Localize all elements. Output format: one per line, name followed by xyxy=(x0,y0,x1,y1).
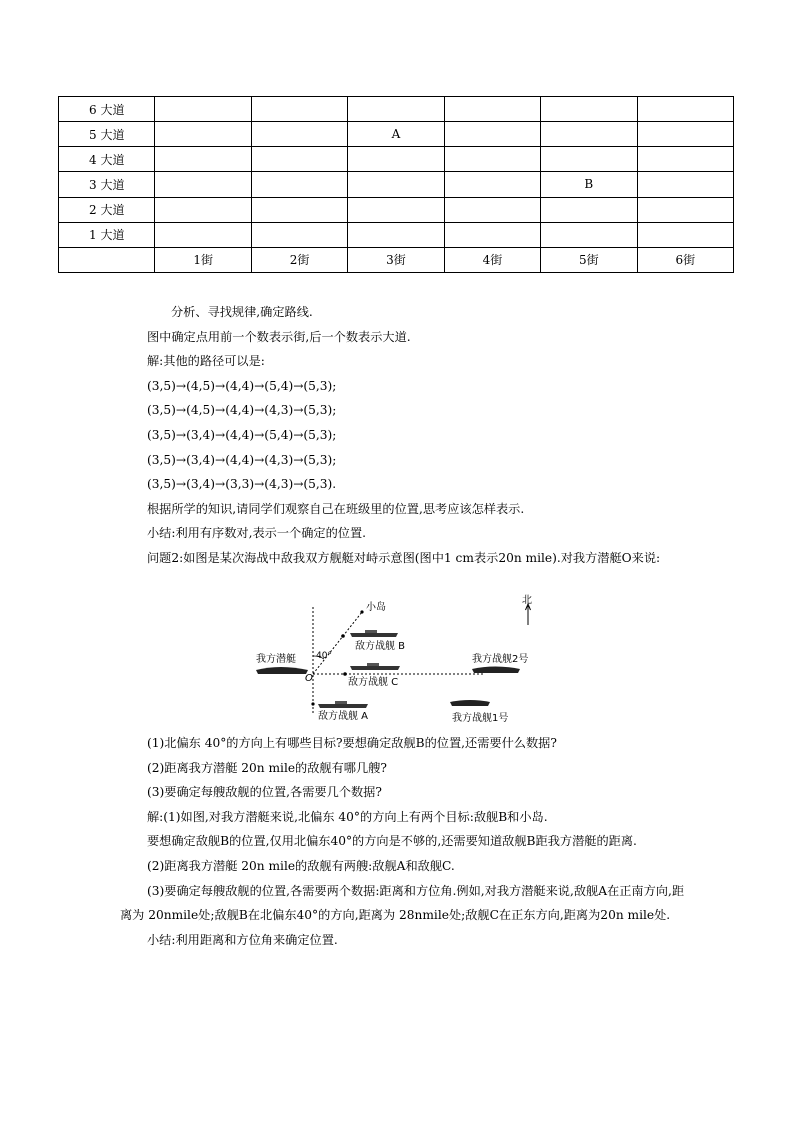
our-sub xyxy=(256,667,308,674)
column-header: 3街 xyxy=(348,247,444,272)
our-ship-2-label: 我方战舰2号 xyxy=(472,654,529,665)
table-cell xyxy=(251,172,347,197)
island-label: 小岛 xyxy=(366,602,386,613)
enemy-b-ship xyxy=(350,633,398,637)
answer-2: (2)距离我方潜艇 20n mile的敌舰有两艘:敌舰A和敌舰C. xyxy=(147,858,455,873)
sub-label: 我方潜艇 xyxy=(256,654,296,665)
table-row xyxy=(59,172,734,197)
enemy-a-ship-top xyxy=(335,701,347,704)
table-cell: A xyxy=(348,122,444,147)
table-cell xyxy=(348,147,444,172)
table-row xyxy=(59,97,734,122)
column-header: 2街 xyxy=(251,247,347,272)
corner-cell xyxy=(59,247,155,272)
table-cell xyxy=(348,172,444,197)
rule-line: 图中确定点用前一个数表示街,后一个数表示大道. xyxy=(147,329,411,344)
naval-diagram xyxy=(250,592,550,727)
answer-1b: 要想确定敌舰B的位置,仅用北偏东40°的方向是不够的,还需要知道敌舰B距我方潜艇的距离. xyxy=(147,834,637,849)
table-cell xyxy=(541,222,637,247)
table-cell xyxy=(155,172,251,197)
table-cell xyxy=(444,147,540,172)
row-label: 2 大道 xyxy=(59,197,155,222)
summary-1: 小结:利用有序数对,表示一个确定的位置. xyxy=(147,526,367,541)
our-ship-2 xyxy=(472,667,520,674)
table-cell xyxy=(251,122,347,147)
path-4: (3,5)→(3,4)→(4,4)→(4,3)→(5,3); xyxy=(147,452,337,467)
column-header-row xyxy=(59,247,734,272)
table-cell xyxy=(541,147,637,172)
table-cell: B xyxy=(541,172,637,197)
enemy-a-ship xyxy=(318,704,368,708)
question-1: (1)北偏东 40°的方向上有哪些目标?要想确定敌舰B的位置,还需要什么数据? xyxy=(147,736,557,750)
table-cell xyxy=(251,147,347,172)
problem-2: 问题2:如图是某次海战中敌我双方舰艇对峙示意图(图中1 cm表示20n mile).对我方潜艇O来说: xyxy=(147,550,661,565)
path-3: (3,5)→(3,4)→(4,4)→(5,4)→(5,3); xyxy=(147,427,337,442)
table-cell xyxy=(155,197,251,222)
path-5: (3,5)→(3,4)→(3,3)→(4,3)→(5,3). xyxy=(147,477,337,492)
table-cell xyxy=(541,122,637,147)
origin-label: O xyxy=(305,673,313,684)
table-cell xyxy=(637,222,733,247)
path-1: (3,5)→(4,5)→(4,4)→(5,4)→(5,3); xyxy=(147,378,337,393)
row-label: 6 大道 xyxy=(59,97,155,122)
table-row xyxy=(59,147,734,172)
table-row xyxy=(59,222,734,247)
table-cell xyxy=(251,197,347,222)
table-cell xyxy=(637,122,733,147)
question-2: (2)距离我方潜艇 20n mile的敌舰有哪几艘? xyxy=(147,760,387,775)
enemy-c-label: 敌方战舰 C xyxy=(348,677,399,688)
question-3: (3)要确定每艘敌舰的位置,各需要几个数据? xyxy=(147,785,382,800)
north-label: 北 xyxy=(522,595,532,606)
table-row xyxy=(59,122,734,147)
coordinate-table xyxy=(58,96,734,273)
table-cell xyxy=(348,97,444,122)
questions-text xyxy=(120,731,687,952)
table-cell xyxy=(444,172,540,197)
table-cell xyxy=(637,147,733,172)
table-cell xyxy=(155,222,251,247)
table-cell xyxy=(348,222,444,247)
table-cell xyxy=(541,97,637,122)
table-cell xyxy=(251,97,347,122)
enemy-c-ship-top xyxy=(367,663,379,666)
answer-3: (3)要确定每艘敌舰的位置,各需要两个数据:距离和方位角.例如,对我方潜艇来说,敌舰A在正南方向,距离为 20nmile处;敌舰B在北偏东40°的方向,距离为 28nmile处;敌舰C在正东方向,距离为20n mile处. xyxy=(120,883,685,923)
summary-2: 小结:利用距离和方位角来确定位置. xyxy=(147,932,338,947)
column-header: 5街 xyxy=(541,247,637,272)
classroom-question: 根据所学的知识,请同学们观察自己在班级里的位置,思考应该怎样表示. xyxy=(147,501,525,516)
enemy-b-point xyxy=(341,634,345,638)
enemy-a-label: 敌方战舰 A xyxy=(318,711,369,722)
enemy-b-label: 敌方战舰 B xyxy=(355,641,406,652)
table-cell xyxy=(444,97,540,122)
table-cell xyxy=(155,147,251,172)
table-cell xyxy=(444,222,540,247)
table-cell xyxy=(251,222,347,247)
table-cell xyxy=(155,122,251,147)
our-ship-1-label: 我方战舰1号 xyxy=(452,713,509,724)
enemy-c-point xyxy=(343,672,347,676)
table-cell xyxy=(541,197,637,222)
enemy-a-point xyxy=(311,702,314,705)
column-header: 1街 xyxy=(155,247,251,272)
table-row xyxy=(59,197,734,222)
angle-label: 40° xyxy=(316,651,332,661)
table-cell xyxy=(155,97,251,122)
table-cell xyxy=(444,197,540,222)
solution-intro: 解:其他的路径可以是: xyxy=(147,354,265,369)
answer-1: 解:(1)如图,对我方潜艇来说,北偏东 40°的方向上有两个目标:敌舰B和小岛. xyxy=(147,809,548,824)
island-point xyxy=(360,610,363,613)
column-header: 4街 xyxy=(444,247,540,272)
enemy-b-ship-top xyxy=(365,630,377,633)
column-header: 6街 xyxy=(637,247,733,272)
table-cell xyxy=(637,197,733,222)
row-label: 1 大道 xyxy=(59,222,155,247)
enemy-c-ship xyxy=(350,666,400,670)
row-label: 3 大道 xyxy=(59,172,155,197)
row-label: 5 大道 xyxy=(59,122,155,147)
table-cell xyxy=(348,197,444,222)
path-2: (3,5)→(4,5)→(4,4)→(4,3)→(5,3); xyxy=(147,403,337,418)
row-label: 4 大道 xyxy=(59,147,155,172)
analysis-text xyxy=(147,300,687,571)
analysis-line: 分析、寻找规律,确定路线. xyxy=(171,305,313,319)
table-cell xyxy=(637,97,733,122)
our-ship-1 xyxy=(450,700,490,706)
table-cell xyxy=(637,172,733,197)
table-cell xyxy=(444,122,540,147)
